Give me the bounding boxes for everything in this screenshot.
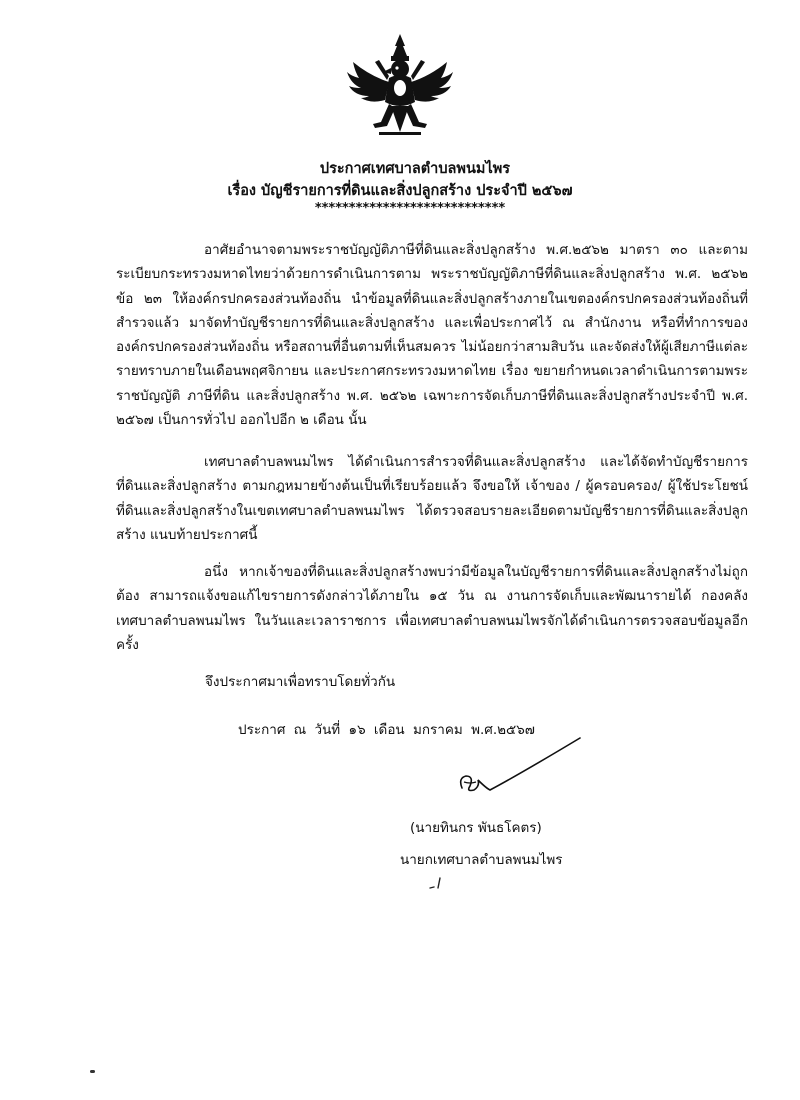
- body-paragraph-2: [116, 450, 748, 547]
- announcement-date: ประกาศ ณ วันที่ ๑๖ เดือน มกราคม พ.ศ.๒๕๖๗: [238, 722, 535, 738]
- announcement-title: ประกาศเทศบาลตำบลพนมไพร: [319, 161, 511, 177]
- signer-name: (นายทินกร พันธโคตร): [410, 820, 542, 836]
- garuda-emblem: [345, 32, 455, 142]
- closing-line: จึงประกาศมาเพื่อทราบโดยทั่วกัน: [205, 674, 396, 690]
- signature-image: [440, 730, 590, 810]
- announcement-header: [0, 158, 800, 216]
- paragraph-text: อาศัยอำนาจตามพระราชบัญญัติภาษีที่ดินและสิ่งปลูกสร้าง พ.ศ.๒๕๖๒ มาตรา ๓๐ และตามระเบียบกระทรวงมหาดไทยว่าด้วยการดำเนินการตาม พระราชบัญญัติภาษีที่ดินและสิ่งปลูกสร้าง พ.ศ. ๒๕๖๒ ข้อ ๒๓ ให้องค์กรปกครองส่วนท้องถิ่น นำข้อมูลที่ดินและสิ่งปลูกสร้างภายในเขตองค์กรปกครองส่วนท้องถิ่นที่สำรวจแล้ว มาจัดทำบัญชีรายการที่ดินและสิ่งปลูกสร้าง และเพื่อประกาศไว้ ณ สำนักงาน หรือที่ทำการขององค์กรปกครองส่วนท้องถิ่น หรือสถานที่อื่นตามที่เห็นสมควร ไม่น้อยกว่าสามสิบวัน และจัดส่งให้ผู้เสียภาษีแต่ละรายทราบภายในเดือนพฤศจิกายน และประกาศกระทรวงมหาดไทย เรื่อง ขยายกำหนดเวลาดำเนินการตามพระราชบัญญัติ ภาษีที่ดิน และสิ่งปลูกสร้าง พ.ศ. ๒๕๖๒ เฉพาะการจัดเก็บภาษีที่ดินและสิ่งปลูกสร้างประจำปี พ.ศ. ๒๕๖๗ เป็นการทั่วไป ออกไปอีก ๒ เดือน นั้น: [116, 242, 748, 429]
- body-paragraph-3: [116, 560, 748, 657]
- paragraph-text: เทศบาลตำบลพนมไพร ได้ดำเนินการสำรวจที่ดินและสิ่งปลูกสร้าง และได้จัดทำบัญชีรายการที่ดินและสิ่งปลูกสร้าง ตามกฎหมายข้างต้นเป็นที่เรียบร้อยแล้ว จึงขอให้ เจ้าของ / ผู้ครอบครอง/ ผู้ใช้ประโยชน์ที่ดินและสิ่งปลูกสร้างในเขตเทศบาลตำบลพนมไพร ได้ตรวจสอบรายละเอียดตามบัญชีรายการที่ดินและสิ่งปลูกสร้าง แนบท้ายประกาศนี้: [116, 454, 748, 543]
- ink-mark: [428, 874, 452, 892]
- announcement-subject: เรื่อง บัญชีรายการที่ดินและสิ่งปลูกสร้าง ประจำปี ๒๕๖๗: [227, 183, 573, 199]
- signer-title: นายกเทศบาลตำบลพนมไพร: [400, 852, 563, 868]
- body-paragraph-1: [116, 238, 748, 432]
- scan-speck: [90, 1070, 95, 1073]
- paragraph-text: อนึ่ง หากเจ้าของที่ดินและสิ่งปลูกสร้างพบว่ามีข้อมูลในบัญชีรายการที่ดินและสิ่งปลูกสร้างไม่ถูกต้อง สามารถแจ้งขอแก้ไขรายการดังกล่าวได้ภายใน ๑๕ วัน ณ งานการจัดเก็บและพัฒนารายได้ กองคลังเทศบาลตำบลพนมไพร ในวันและเวลาราชการ เพื่อเทศบาลตำบลพนมไพรจักได้ดำเนินการตรวจสอบข้อมูลอีกครั้ง: [116, 564, 748, 653]
- header-divider: ****************************: [314, 201, 506, 216]
